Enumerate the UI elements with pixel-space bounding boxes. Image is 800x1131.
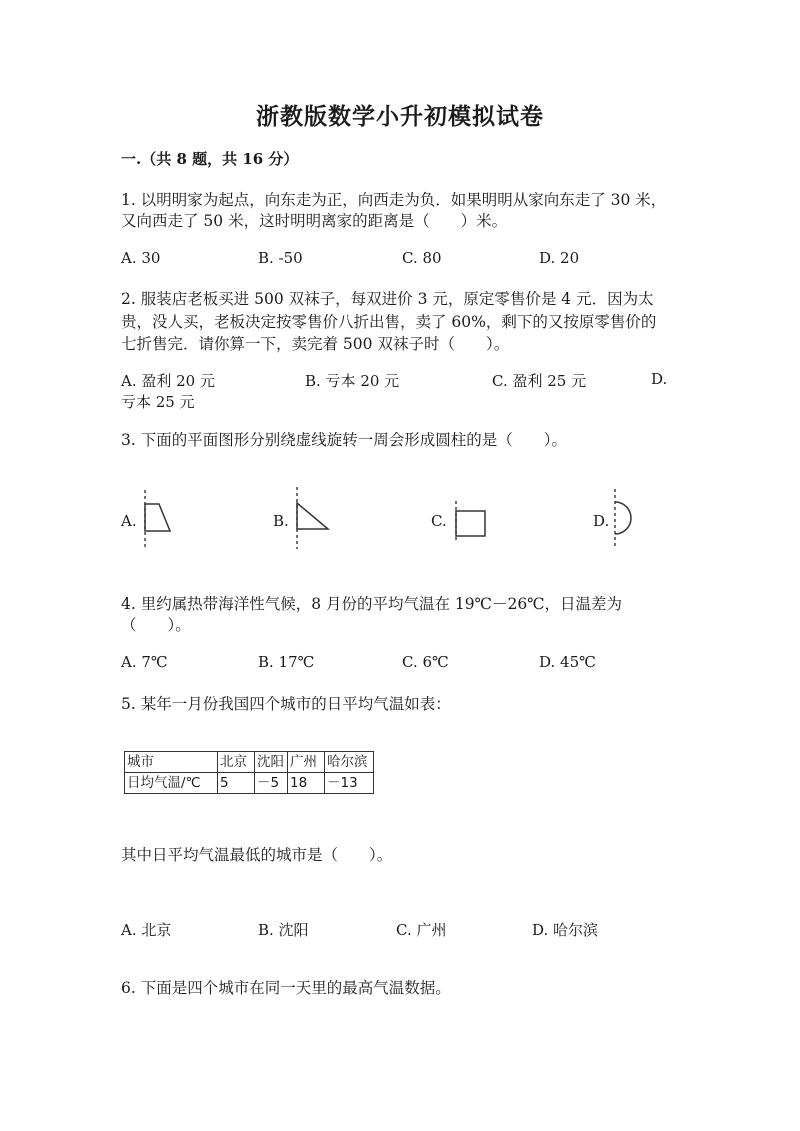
table-header-cell: 哈尔滨 — [325, 752, 374, 773]
table-cell: 5 — [218, 773, 255, 794]
question-2-line-1: 2. 服装店老板买进 500 双袜子，每双进价 3 元，原定零售价是 4 元．因为太 — [121, 290, 654, 308]
question-4-option-c: C. 6℃ — [402, 653, 449, 671]
question-2-option-b: B. 亏本 20 元 — [305, 372, 400, 390]
question-5-text: 5. 某年一月份我国四个城市的日平均气温如表： — [121, 695, 451, 713]
question-1-line-1: 1. 以明明家为起点，向东走为正，向西走为负．如果明明从家向东走了 30 米， — [121, 191, 667, 209]
question-3-option-d: D. — [593, 512, 610, 530]
question-4-line-1: 4. 里约属热带海洋性气候，8 月份的平均气温在 19℃－26℃，日温差为 — [121, 595, 623, 613]
question-4-option-d: D. 45℃ — [539, 653, 596, 671]
question-2-option-d: D. — [651, 370, 668, 388]
table-cell: 日均气温/℃ — [125, 773, 218, 794]
question-1-option-c: C. 80 — [402, 249, 442, 267]
table-header-cell: 广州 — [288, 752, 325, 773]
question-5-option-c: C. 广州 — [396, 921, 447, 939]
question-3-option-b: B. — [273, 512, 289, 530]
semicircle-figure — [606, 487, 646, 549]
question-2-option-c: C. 盈利 25 元 — [492, 372, 587, 390]
temperature-table — [124, 751, 374, 794]
question-4-option-b: B. 17℃ — [258, 653, 315, 671]
rectangle-figure — [447, 499, 492, 545]
table-row — [125, 752, 374, 773]
table-row — [125, 773, 374, 794]
question-1-option-b: B. -50 — [258, 249, 303, 267]
question-6-text: 6. 下面是四个城市在同一天里的最高气温数据。 — [121, 979, 451, 997]
question-3-text: 3. 下面的平面图形分别绕虚线旋转一周会形成圆柱的是（ ）。 — [121, 431, 567, 449]
section-heading: 一.（共 8 题，共 16 分） — [121, 150, 299, 168]
question-2-line-3: 七折售完．请你算一下，卖完着 500 双袜子时（ ）。 — [121, 335, 510, 353]
table-header-cell: 北京 — [218, 752, 255, 773]
question-3-option-c: C. — [431, 512, 447, 530]
table-cell: －5 — [255, 773, 288, 794]
question-5-option-d: D. 哈尔滨 — [532, 921, 599, 939]
table-cell: 18 — [288, 773, 325, 794]
table-header-cell: 沈阳 — [255, 752, 288, 773]
question-2-option-d-wrap: 亏本 25 元 — [121, 393, 195, 411]
trapezoid-figure — [136, 488, 181, 550]
question-5-option-b: B. 沈阳 — [258, 921, 309, 939]
question-1-option-a: A. 30 — [121, 249, 161, 267]
page-title: 浙教版数学小升初模拟试卷 — [256, 103, 544, 130]
table-cell: －13 — [325, 773, 374, 794]
question-4-option-a: A. 7℃ — [121, 653, 168, 671]
question-5-option-a: A. 北京 — [121, 921, 172, 939]
question-3-option-a: A. — [121, 512, 137, 530]
question-5-prompt: 其中日平均气温最低的城市是（ ）。 — [121, 846, 393, 864]
triangle-figure — [288, 485, 333, 551]
table-header-cell: 城市 — [125, 752, 218, 773]
question-2-line-2: 贵，没人买，老板决定按零售价八折出售，卖了 60%，剩下的又按原零售价的 — [121, 313, 657, 331]
question-4-line-2: （ ）。 — [121, 616, 191, 634]
question-1-line-2: 又向西走了 50 米，这时明明离家的距离是（ ）米。 — [121, 212, 508, 230]
question-1-option-d: D. 20 — [539, 249, 580, 267]
question-2-option-a: A. 盈利 20 元 — [121, 372, 215, 390]
